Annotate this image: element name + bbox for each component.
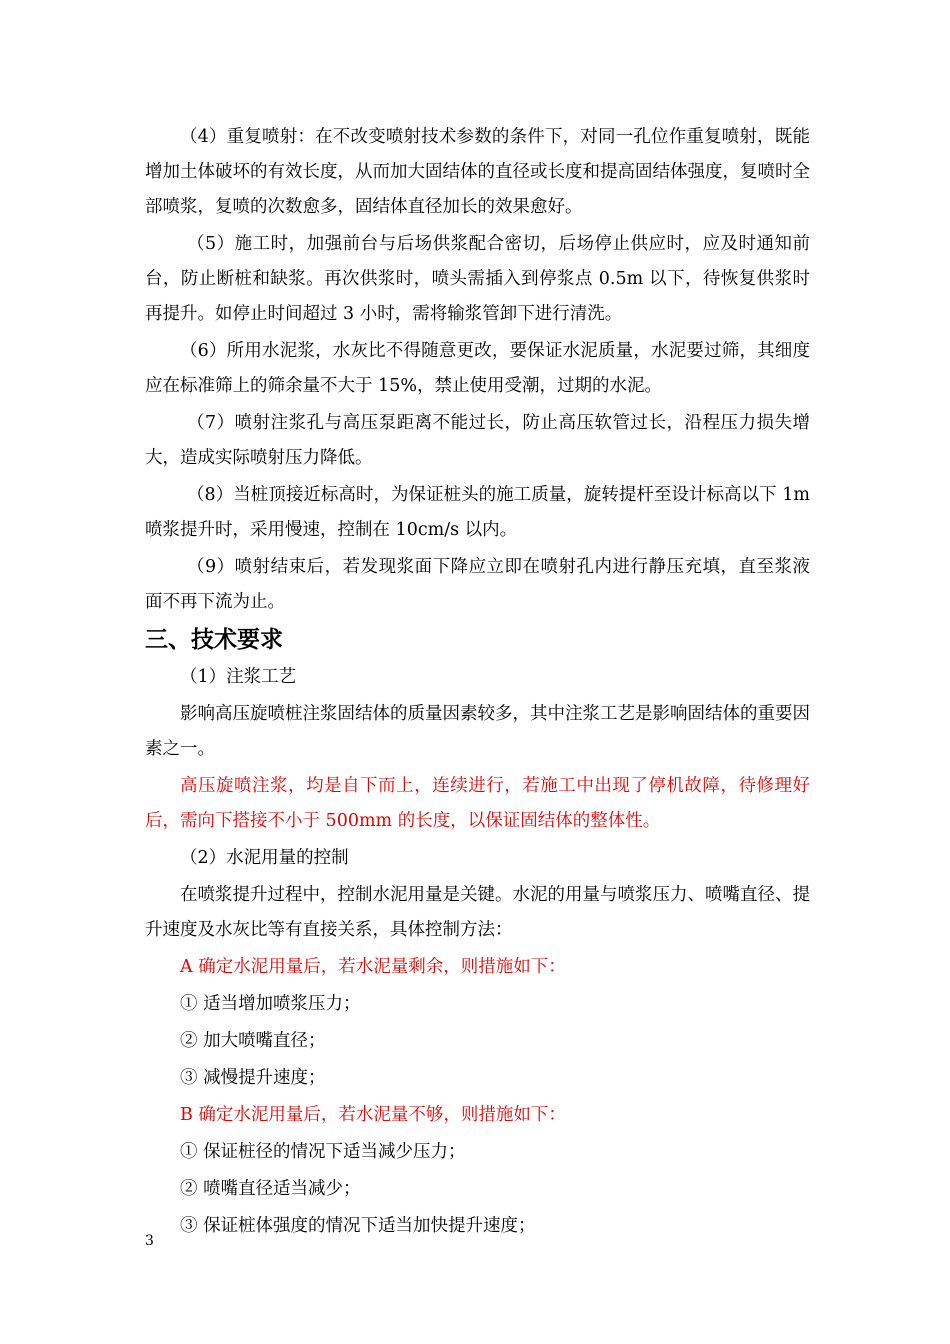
list-item: ③ 保证桩体强度的情况下适当加快提升速度；	[180, 1216, 536, 1236]
list-item: ① 适当增加喷浆压力；	[180, 994, 361, 1014]
paragraph-grouting-red-note: 高压旋喷注浆，均是自下而上，连续进行，若施工中出现了停机故障，待修理好后，需向下搭接不小于 500mm 的长度，以保证固结体的整体性。	[145, 776, 810, 831]
case-a-title: A 确定水泥用量后，若水泥量剩余，则措施如下：	[180, 957, 566, 977]
paragraph-hose-distance: （7）喷射注浆孔与高压泵距离不能过长，防止高压软管过长，沿程压力损失增大，造成实际喷射压力降低。	[145, 413, 810, 468]
list-item: ② 喷嘴直径适当减少；	[180, 1179, 361, 1199]
list-item: ② 加大喷嘴直径；	[180, 1031, 326, 1051]
section-heading: 三、技术要求	[145, 627, 283, 653]
subheading-cement-control: （2）水泥用量的控制	[180, 848, 349, 868]
paragraph-cement-slurry: （6）所用水泥浆，水灰比不得随意更改，要保证水泥质量，水泥要过筛，其细度应在标准筛上的筛余量不大于 15%，禁止使用受潮，过期的水泥。	[145, 341, 810, 396]
subheading-grouting: （1）注浆工艺	[180, 667, 297, 687]
paragraph-repeat-spray: （4）重复喷射：在不改变喷射技术参数的条件下，对同一孔位作重复喷射，既能增加土体破坏的有效长度，从而加大固结体的直径或长度和提高固结体强度，复喷时全部喷浆，复喷的次数愈多，固结体直径加长的效果愈好。	[145, 127, 810, 217]
case-b-title: B 确定水泥用量后，若水泥量不够，则措施如下：	[180, 1105, 566, 1125]
page-number: 3	[145, 1233, 154, 1249]
document-page	[145, 120, 810, 1246]
paragraph-grouting-body: 影响高压旋喷桩注浆固结体的质量因素较多，其中注浆工艺是影响固结体的重要因素之一。	[145, 704, 810, 759]
paragraph-cement-body: 在喷浆提升过程中，控制水泥用量是关键。水泥的用量与喷浆压力、喷嘴直径、提升速度及水灰比等有直接关系，具体控制方法：	[145, 885, 810, 940]
list-item: ③ 减慢提升速度；	[180, 1068, 326, 1088]
paragraph-pile-top: （8）当桩顶接近标高时，为保证桩头的施工质量，旋转提杆至设计标高以下 1m 喷浆提升时，采用慢速，控制在 10cm/s 以内。	[145, 485, 810, 540]
paragraph-slurry-supply: （5）施工时，加强前台与后场供浆配合密切，后场停止供应时，应及时通知前台，防止断桩和缺浆。再次供浆时，喷头需插入到停浆点 0.5m 以下，待恢复供浆时再提升。如停止时间超过 3 小时，需将输浆管卸下进行清洗。	[145, 234, 810, 324]
paragraph-spray-end: （9）喷射结束后，若发现浆面下降应立即在喷射孔内进行静压充填，直至浆液面不再下流为止。	[145, 557, 810, 612]
list-item: ① 保证桩径的情况下适当减少压力；	[180, 1142, 466, 1162]
